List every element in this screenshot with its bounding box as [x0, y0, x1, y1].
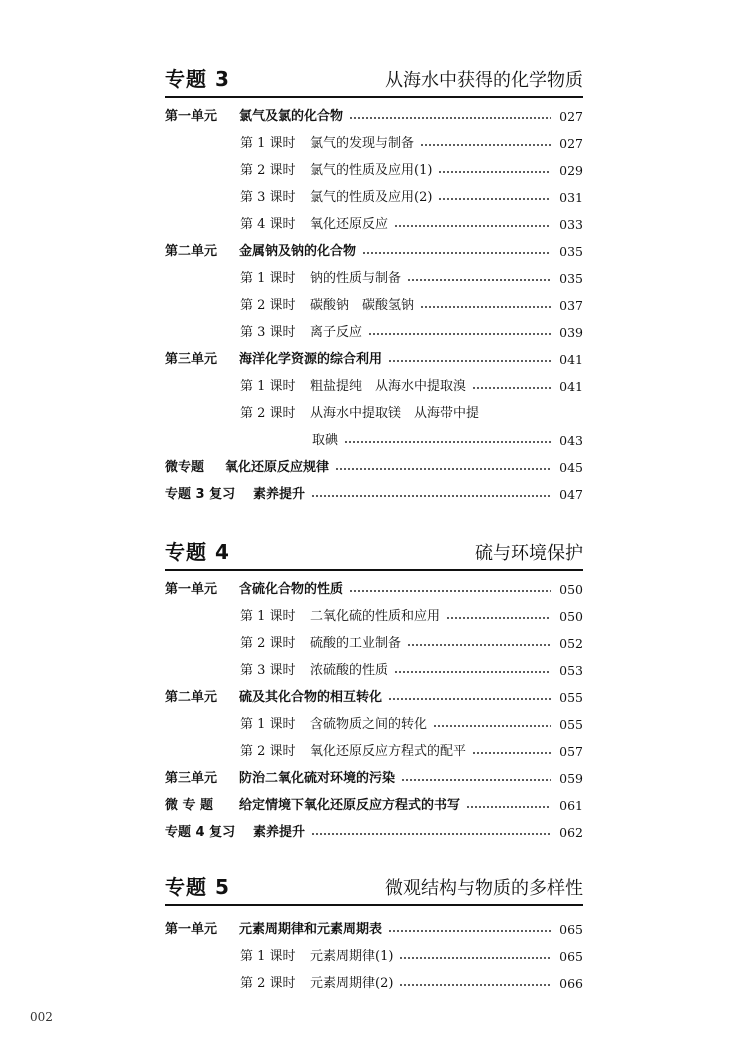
- page-number-ref: 065: [559, 949, 583, 964]
- dot-leader: [388, 930, 551, 932]
- toc-unit-entry[interactable]: [165, 349, 583, 371]
- toc-lesson-entry[interactable]: [240, 187, 583, 209]
- entry-label: 第 2 课时: [240, 406, 296, 421]
- topic-header: [165, 535, 583, 571]
- entry-label: 第 4 课时: [240, 217, 296, 232]
- entry-title: 氧化还原反应规律: [225, 460, 330, 475]
- page-number-ref: 065: [559, 922, 583, 937]
- dot-leader: [438, 198, 551, 200]
- entry-title: 给定情境下氧化还原反应方程式的书写: [239, 798, 461, 813]
- dot-leader: [335, 468, 551, 470]
- toc-lesson-entry[interactable]: [240, 973, 583, 995]
- page-number-ref: 055: [559, 690, 583, 705]
- toc-unit-entry[interactable]: [165, 795, 583, 817]
- entry-label: 第 1 课时: [240, 609, 296, 624]
- page-number-ref: 053: [559, 663, 583, 678]
- page-number-ref: 035: [559, 244, 583, 259]
- entry-label: 第 2 课时: [240, 163, 296, 178]
- entry-title: 防治二氧化硫对环境的污染: [239, 771, 396, 786]
- entry-label: 第二单元: [165, 690, 218, 705]
- entry-title: 钠的性质与制备: [310, 271, 402, 286]
- topic-header: [165, 62, 583, 98]
- dot-leader: [438, 171, 551, 173]
- entry-label: 第 3 课时: [240, 663, 296, 678]
- toc-lesson-entry[interactable]: [240, 133, 583, 155]
- dot-leader: [407, 279, 551, 281]
- entry-label: 第 2 课时: [240, 976, 296, 991]
- topic-number: 专题 5: [165, 875, 230, 899]
- dot-leader: [399, 984, 551, 986]
- entry-label: 第 2 课时: [240, 636, 296, 651]
- dot-leader: [349, 590, 551, 592]
- dot-leader: [388, 698, 551, 700]
- page-number-ref: 055: [559, 717, 583, 732]
- entry-title: 粗盐提纯 从海水中提取溴: [310, 379, 467, 394]
- toc-lesson-entry[interactable]: [240, 295, 583, 317]
- dot-leader: [407, 644, 551, 646]
- entry-title: 氯气的性质及应用(2): [310, 190, 433, 205]
- entry-title: 素养提升: [253, 825, 306, 840]
- entry-title: 氧化还原反应方程式的配平: [310, 744, 467, 759]
- page-number-ref: 062: [559, 825, 583, 840]
- page-number-ref: 045: [559, 460, 583, 475]
- entry-label: 第一单元: [165, 582, 218, 597]
- dot-leader: [472, 752, 551, 754]
- page-number-ref: 027: [559, 136, 583, 151]
- topic-number: 专题 3: [165, 67, 230, 91]
- toc-lesson-entry[interactable]: [240, 946, 583, 968]
- topic-number: 专题 4: [165, 540, 230, 564]
- toc-lesson-entry[interactable]: [240, 633, 583, 655]
- toc-lesson-entry[interactable]: [240, 376, 583, 398]
- page-number-ref: 027: [559, 109, 583, 124]
- entry-label: 第三单元: [165, 352, 218, 367]
- entry-label: 第一单元: [165, 109, 218, 124]
- toc-unit-entry[interactable]: [165, 919, 583, 941]
- entry-label: 第 1 课时: [240, 379, 296, 394]
- page-number-ref: 050: [559, 609, 583, 624]
- entry-label: 第 2 课时: [240, 744, 296, 759]
- dot-leader: [368, 333, 551, 335]
- toc-unit-entry[interactable]: [165, 687, 583, 709]
- toc-lesson-entry[interactable]: [312, 430, 583, 452]
- entry-title: 元素周期律(2): [310, 976, 394, 991]
- dot-leader: [401, 779, 551, 781]
- dot-leader: [388, 360, 551, 362]
- toc-unit-entry[interactable]: [165, 484, 583, 506]
- entry-title: 含硫物质之间的转化: [310, 717, 428, 732]
- entry-title: 海洋化学资源的综合利用: [239, 352, 383, 367]
- toc-lesson-entry[interactable]: [240, 741, 583, 763]
- toc-lesson-entry[interactable]: [240, 322, 583, 344]
- page-number-ref: 050: [559, 582, 583, 597]
- page-number-ref: 037: [559, 298, 583, 313]
- dot-leader: [362, 252, 551, 254]
- entry-label: 专题 4 复习: [165, 825, 236, 840]
- dot-leader: [446, 617, 551, 619]
- dot-leader: [311, 495, 551, 497]
- entry-title: 元素周期律(1): [310, 949, 394, 964]
- entry-title: 浓硫酸的性质: [310, 663, 389, 678]
- entry-label: 第 1 课时: [240, 949, 296, 964]
- page-number-ref: 029: [559, 163, 583, 178]
- entry-title: 硫及其化合物的相互转化: [239, 690, 383, 705]
- toc-lesson-entry[interactable]: [240, 714, 583, 736]
- entry-label: 微专题: [165, 460, 205, 475]
- page-number-ref: 039: [559, 325, 583, 340]
- entry-label: 微 专 题: [165, 798, 214, 813]
- toc-lesson-entry[interactable]: [240, 268, 583, 290]
- entry-title: 硫酸的工业制备: [310, 636, 402, 651]
- entry-label: 第三单元: [165, 771, 218, 786]
- entry-title: 碳酸钠 碳酸氢钠: [310, 298, 415, 313]
- entry-label: 第 3 课时: [240, 190, 296, 205]
- toc-unit-entry[interactable]: [165, 106, 583, 128]
- page-number-ref: 035: [559, 271, 583, 286]
- topic-header: [165, 870, 583, 906]
- entry-title: 氯气的发现与制备: [310, 136, 415, 151]
- toc-lesson-entry[interactable]: [240, 160, 583, 182]
- toc-unit-entry[interactable]: [165, 241, 583, 263]
- toc-lesson-entry[interactable]: [240, 606, 583, 628]
- entry-label: 第 2 课时: [240, 298, 296, 313]
- page-number-ref: 052: [559, 636, 583, 651]
- entry-title: 氯气及氯的化合物: [239, 109, 344, 124]
- page-number-ref: 033: [559, 217, 583, 232]
- dot-leader: [394, 671, 551, 673]
- entry-label: 第 1 课时: [240, 136, 296, 151]
- toc-unit-entry[interactable]: [165, 457, 583, 479]
- entry-label: 专题 3 复习: [165, 487, 236, 502]
- dot-leader: [344, 441, 551, 443]
- entry-title: 取碘: [312, 433, 339, 448]
- page-number-ref: 043: [559, 433, 583, 448]
- entry-title: 金属钠及钠的化合物: [239, 244, 357, 259]
- dot-leader: [420, 306, 551, 308]
- dot-leader: [394, 225, 551, 227]
- toc-lesson-entry[interactable]: [240, 660, 583, 682]
- dot-leader: [420, 144, 551, 146]
- page-number-ref: 066: [559, 976, 583, 991]
- entry-title: 二氧化硫的性质和应用: [310, 609, 441, 624]
- entry-title: 离子反应: [310, 325, 363, 340]
- entry-title: 氧化还原反应: [310, 217, 389, 232]
- entry-label: 第一单元: [165, 922, 218, 937]
- entry-title: 含硫化合物的性质: [239, 582, 344, 597]
- entry-label: 第 1 课时: [240, 717, 296, 732]
- page-number-ref: 047: [559, 487, 583, 502]
- page-number: 002: [30, 1010, 53, 1024]
- toc-unit-entry[interactable]: [165, 579, 583, 601]
- entry-title: 素养提升: [253, 487, 306, 502]
- page-number-ref: 059: [559, 771, 583, 786]
- dot-leader: [349, 117, 551, 119]
- entry-title: 元素周期律和元素周期表: [239, 922, 383, 937]
- dot-leader: [472, 387, 551, 389]
- page-number-ref: 031: [559, 190, 583, 205]
- entry-title: 从海水中提取镁 从海带中提: [310, 406, 480, 421]
- dot-leader: [433, 725, 551, 727]
- entry-title: 氯气的性质及应用(1): [310, 163, 433, 178]
- dot-leader: [466, 806, 551, 808]
- topic-title: 从海水中获得的化学物质: [385, 70, 583, 91]
- dot-leader: [311, 833, 551, 835]
- topic-title: 硫与环境保护: [475, 543, 583, 564]
- toc-unit-entry[interactable]: [165, 822, 583, 844]
- toc-lesson-entry[interactable]: [240, 214, 583, 236]
- topic-title: 微观结构与物质的多样性: [385, 878, 583, 899]
- toc-lesson-entry[interactable]: [240, 403, 583, 425]
- entry-label: 第 3 课时: [240, 325, 296, 340]
- dot-leader: [399, 957, 551, 959]
- page-number-ref: 041: [559, 352, 583, 367]
- page-number-ref: 057: [559, 744, 583, 759]
- entry-label: 第二单元: [165, 244, 218, 259]
- toc-unit-entry[interactable]: [165, 768, 583, 790]
- entry-label: 第 1 课时: [240, 271, 296, 286]
- page-number-ref: 041: [559, 379, 583, 394]
- page-number-ref: 061: [559, 798, 583, 813]
